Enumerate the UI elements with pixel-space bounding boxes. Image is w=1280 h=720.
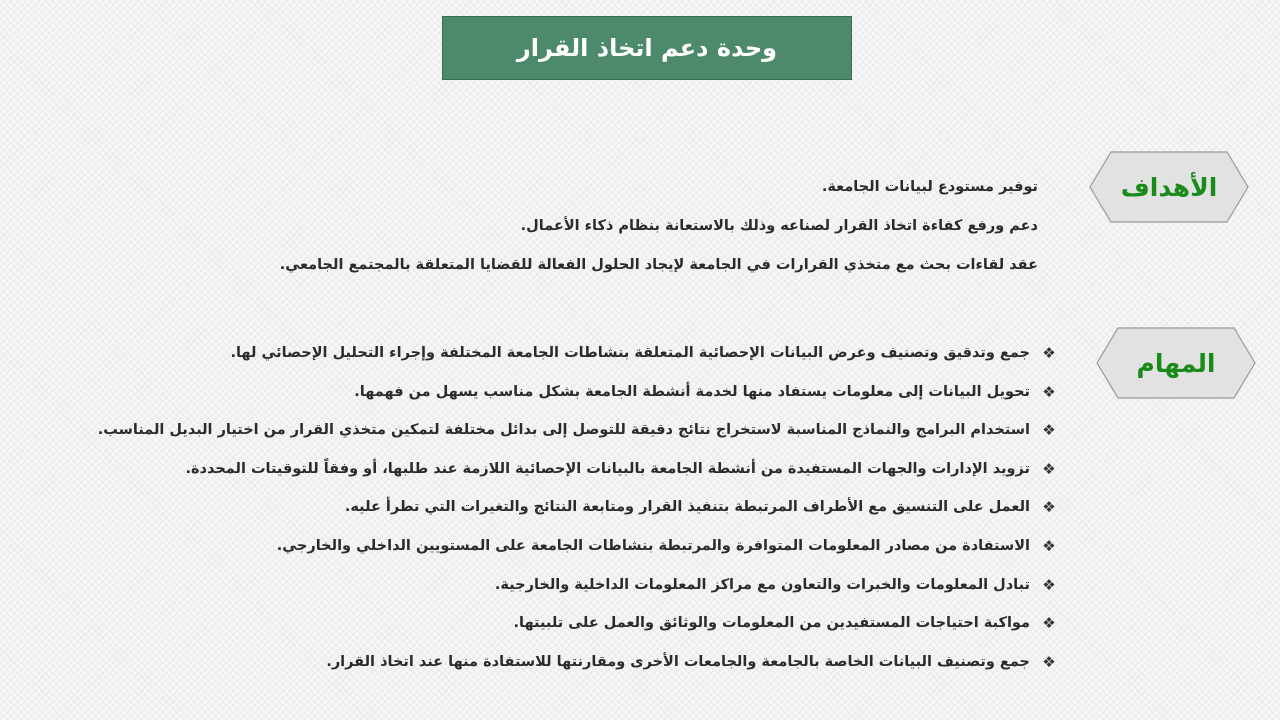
tasks-heading: المهام bbox=[1136, 348, 1216, 378]
task-item-text: تزويد الإدارات والجهات المستفيدة من أنشطة الجامعة بالبيانات الإحصائية اللازمة عند طلبها، أو وفقاً للتوقيتات المحددة. bbox=[185, 460, 1030, 477]
diamond-bullet-icon: ❖ bbox=[1042, 382, 1056, 401]
tasks-section-label bbox=[1096, 327, 1256, 399]
task-item-text: جمع وتصنيف البيانات الخاصة بالجامعة والجامعات الأخرى ومقارنتها للاستفادة منها عند اتخاذ القرار. bbox=[326, 653, 1030, 670]
goals-section-label bbox=[1089, 151, 1249, 223]
diamond-bullet-icon: ❖ bbox=[1042, 652, 1056, 671]
task-item bbox=[68, 612, 1058, 634]
task-item-text: تبادل المعلومات والخبرات والتعاون مع مراكز المعلومات الداخلية والخارجية. bbox=[494, 576, 1030, 593]
goals-heading: الأهداف bbox=[1120, 172, 1218, 202]
tasks-list bbox=[68, 342, 1058, 689]
diamond-bullet-icon: ❖ bbox=[1042, 536, 1056, 555]
task-item-text: العمل على التنسيق مع الأطراف المرتبطة بتنفيذ القرار ومتابعة النتائج والتغيرات التي تطرأ عليه. bbox=[344, 499, 1030, 516]
page-title-text: وحدة دعم اتخاذ القرار bbox=[516, 34, 778, 62]
diamond-bullet-icon: ❖ bbox=[1042, 498, 1056, 517]
goals-list bbox=[238, 176, 1038, 293]
task-item bbox=[68, 574, 1058, 596]
task-item bbox=[68, 535, 1058, 557]
task-item bbox=[68, 651, 1058, 673]
task-item-text: مواكبة احتياجات المستفيدين من المعلومات والوثائق والعمل على تلبيتها. bbox=[513, 615, 1030, 632]
task-item-text: تحويل البيانات إلى معلومات يستفاد منها لخدمة أنشطة الجامعة بشكل مناسب يسهل من فهمها. bbox=[354, 383, 1030, 400]
task-item-text: الاستفادة من مصادر المعلومات المتوافرة والمرتبطة بنشاطات الجامعة على المستويين الداخلي والخارجي. bbox=[276, 537, 1030, 554]
page-title bbox=[442, 16, 852, 80]
diamond-bullet-icon: ❖ bbox=[1042, 421, 1056, 440]
task-item-text: جمع وتدقيق وتصنيف وعرض البيانات الإحصائية المتعلقة بنشاطات الجامعة المختلفة وإجراء التحليل الإحصائي لها. bbox=[230, 345, 1030, 361]
task-item bbox=[68, 496, 1058, 518]
task-item bbox=[68, 342, 1058, 364]
goal-item: عقد لقاءات بحث مع متخذي القرارات في الجامعة لإيجاد الحلول الفعالة للقضايا المتعلقة بالمجتمع الجامعي. bbox=[279, 257, 1038, 273]
diamond-bullet-icon: ❖ bbox=[1042, 575, 1056, 594]
goal-item: توفير مستودع لبيانات الجامعة. bbox=[821, 179, 1038, 195]
task-item-text: استخدام البرامج والنماذج المناسبة لاستخراج نتائج دقيقة للتوصل إلى بدائل مختلفة لتمكين متخذي القرار من اختيار البديل المناسب. bbox=[97, 422, 1030, 439]
diamond-bullet-icon: ❖ bbox=[1042, 344, 1056, 362]
diamond-bullet-icon: ❖ bbox=[1042, 459, 1056, 478]
task-item bbox=[68, 458, 1058, 480]
task-item bbox=[68, 381, 1058, 403]
goal-item: دعم ورفع كفاءة اتخاذ القرار لصناعه وذلك بالاستعانة بنظام ذكاء الأعمال. bbox=[520, 218, 1038, 234]
task-item bbox=[68, 419, 1058, 441]
diamond-bullet-icon: ❖ bbox=[1042, 614, 1056, 633]
